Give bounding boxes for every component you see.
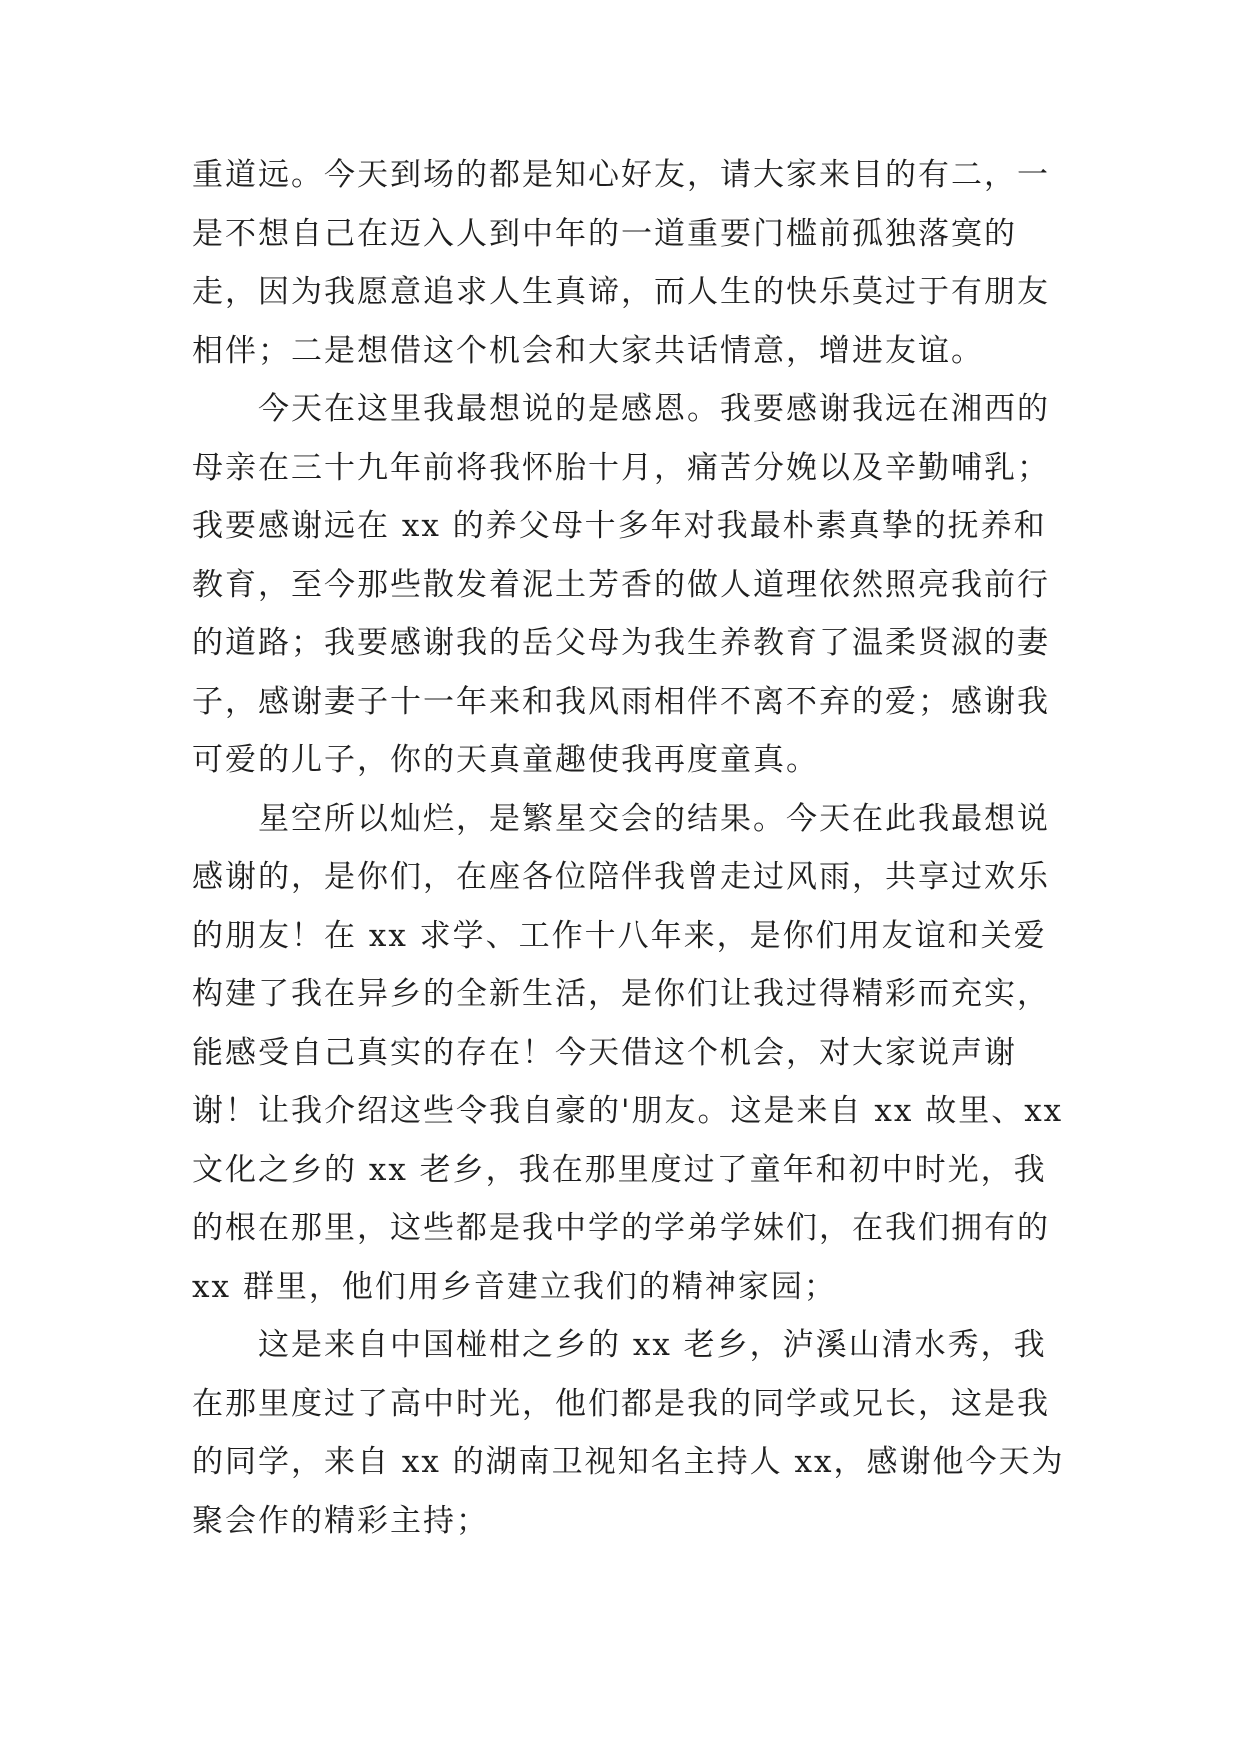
- text-line: 母亲在三十九年前将我怀胎十月，痛苦分娩以及辛勤哺乳；: [192, 449, 1050, 486]
- text-line: 我要感谢远在 xx 的养父母十多年对我最朴素真挚的抚养和: [192, 508, 1047, 544]
- text-line: 子，感谢妻子十一年来和我风雨相伴不离不弃的爱；感谢我: [192, 683, 1050, 720]
- document-body: [192, 146, 1065, 1550]
- text-line: 的道路；我要感谢我的岳父母为我生养教育了温柔贤淑的妻: [192, 625, 1050, 661]
- text-line: 星空所以灿烂，是繁星交会的结果。今天在此我最想说: [258, 800, 1050, 837]
- text-line: 构建了我在异乡的全新生活，是你们让我过得精彩而充实，: [192, 976, 1050, 1012]
- text-line: 走，因为我愿意追求人生真谛，而人生的快乐莫过于有朋友: [192, 274, 1050, 310]
- text-line: 可爱的儿子，你的天真童趣使我再度童真。: [192, 742, 819, 778]
- text-line: 的朋友！在 xx 求学、工作十八年来，是你们用友谊和关爱: [192, 917, 1047, 954]
- text-line: 聚会作的精彩主持；: [192, 1502, 489, 1539]
- text-line: 教育，至今那些散发着泥土芳香的做人道理依然照亮我前行: [192, 566, 1050, 603]
- paragraph: [192, 790, 1064, 1317]
- text-line: 的同学，来自 xx 的湖南卫视知名主持人 xx，感谢他今天为: [192, 1444, 1065, 1480]
- text-line: 重道远。今天到场的都是知心好友，请大家来目的有二，一: [192, 157, 1050, 193]
- text-line: 能感受自己真实的存在！今天借这个机会，对大家说声谢: [192, 1034, 1017, 1071]
- text-line: 在那里度过了高中时光，他们都是我的同学或兄长，这是我: [192, 1385, 1050, 1422]
- paragraph: [192, 1316, 1065, 1550]
- paragraph: [192, 380, 1052, 790]
- paragraph: [192, 146, 1052, 380]
- text-line: 这是来自中国椪柑之乡的 xx 老乡，泸溪山清水秀，我: [258, 1327, 1047, 1363]
- text-line: 是不想自己在迈入人到中年的一道重要门槛前孤独落寞的: [192, 215, 1017, 252]
- text-line: 的根在那里，这些都是我中学的学弟学妹们，在我们拥有的: [192, 1210, 1050, 1246]
- text-line: 谢！让我介绍这些令我自豪的'朋友。这是来自 xx 故里、xx: [192, 1093, 1064, 1129]
- text-line: 感谢的，是你们，在座各位陪伴我曾走过风雨，共享过欢乐: [192, 859, 1050, 895]
- text-line: 今天在这里我最想说的是感恩。我要感谢我远在湘西的: [258, 391, 1050, 427]
- text-line: xx 群里，他们用乡音建立我们的精神家园；: [192, 1268, 837, 1305]
- text-line: 文化之乡的 xx 老乡，我在那里度过了童年和初中时光，我: [192, 1151, 1047, 1188]
- text-line: 相伴；二是想借这个机会和大家共话情意，增进友谊。: [192, 332, 984, 369]
